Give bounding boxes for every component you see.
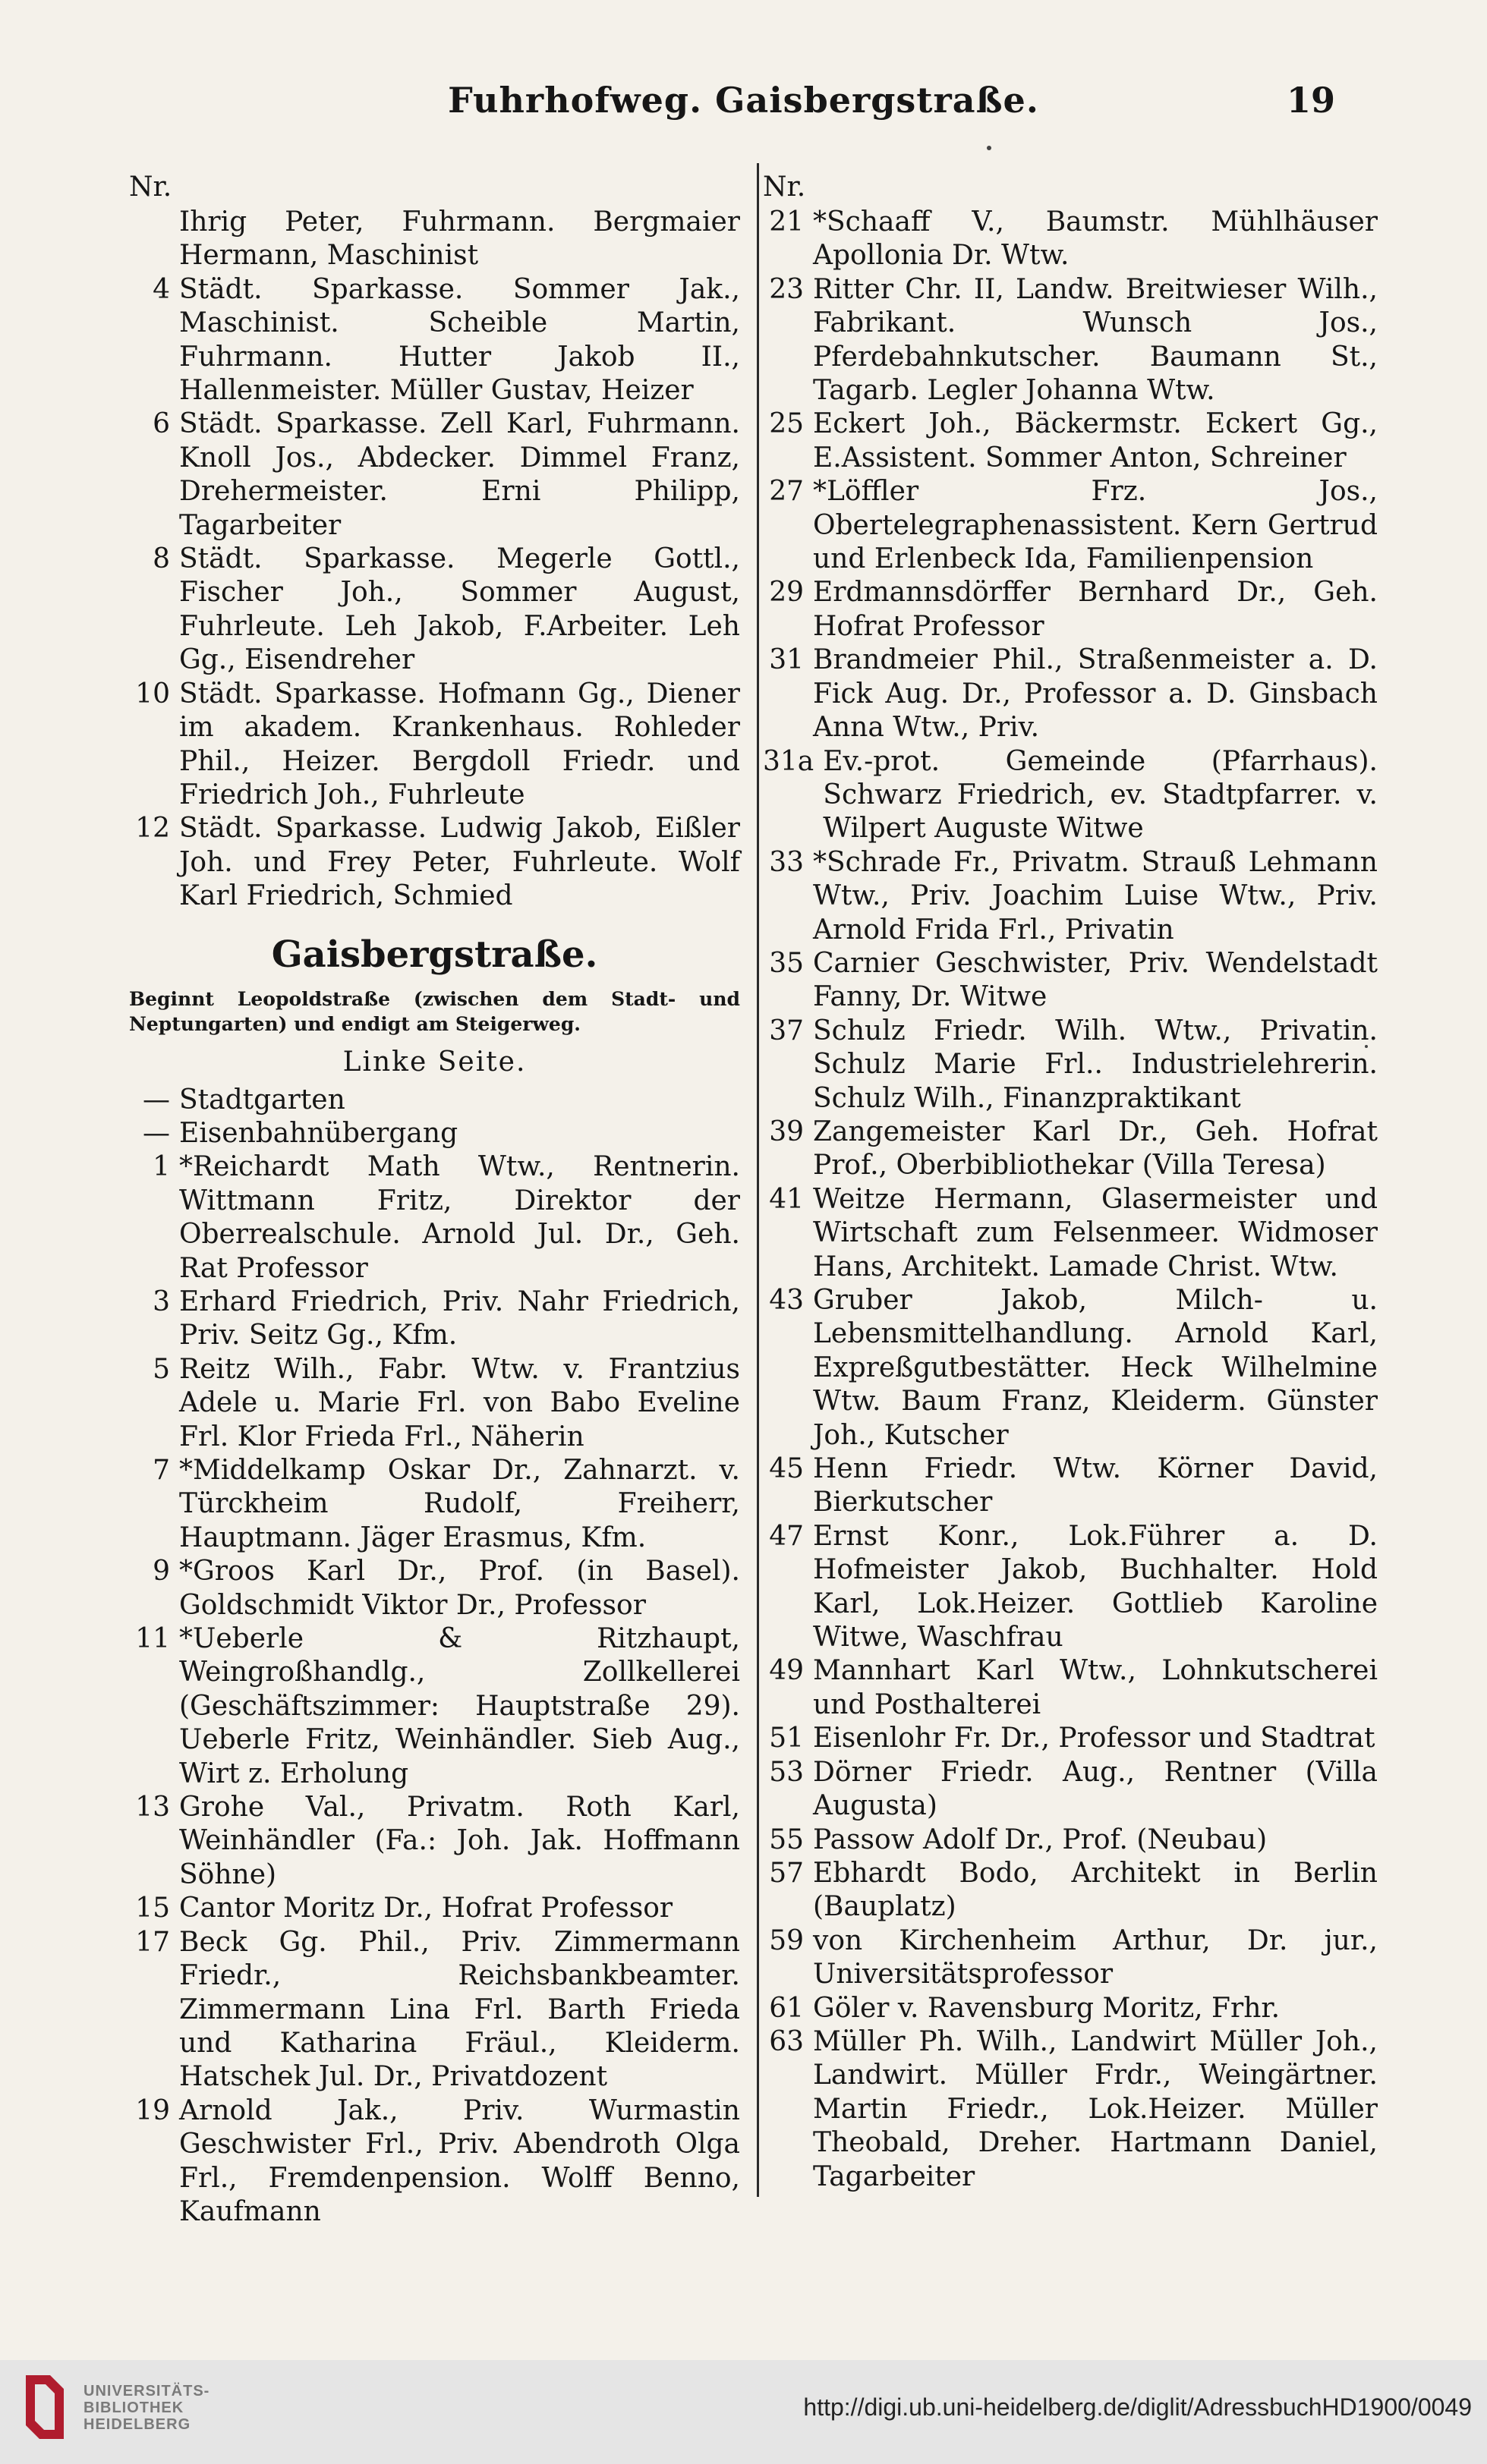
directory-entry [129, 1555, 740, 1622]
nr-label: Nr. [129, 172, 172, 203]
directory-entry [763, 273, 1378, 408]
directory-entry [763, 1824, 1378, 1857]
house-number: 9 [153, 1556, 170, 1588]
residents-text: Mannhart Karl Wtw., Lohnkutscherei und Posthalterei [813, 1655, 1378, 1720]
residents-text: Beck Gg. Phil., Priv. Zimmermann Friedr., Reichsbankbeamter. Zimmermann Lina Frl. Barth Frieda und Katharina Fräul., Kleiderm. Hatschek Jul. Dr., Privatdozent [179, 1926, 740, 2093]
house-number: 19 [135, 2094, 170, 2126]
residents-text: Henn Friedr. Wtw. Körner David, Bierkutscher [813, 1453, 1378, 1518]
house-number: 55 [769, 1824, 804, 1855]
residents-text: *Reichardt Math Wtw., Rentnerin. Wittmann Fritz, Direktor der Oberrealschule. Arnold Jul. Dr., Geh. Rat Professor [179, 1151, 740, 1284]
house-number: 6 [153, 408, 170, 440]
house-number: 29 [769, 577, 804, 609]
residents-text: *Ueberle & Ritzhaupt, Weingroßhandlg., Zollkellerei (Geschäftszimmer: Hauptstraße 29). Ueberle Fritz, Weinhändler. Sieb Aug., Wirt z. Erholung [179, 1623, 740, 1789]
residents-text: Erhard Friedrich, Priv. Nahr Friedrich, Priv. Seitz Gg., Kfm. [179, 1285, 740, 1352]
directory-entry [763, 576, 1378, 644]
directory-entry [763, 1452, 1378, 1520]
residents-text: Brandmeier Phil., Straßenmeister a. D. Fick Aug. Dr., Professor a. D. Ginsbach Anna Wtw., Priv. [813, 644, 1378, 744]
directory-entry [763, 1722, 1378, 1755]
house-number: 45 [769, 1453, 804, 1485]
directory-entry [129, 1791, 740, 1892]
house-number: 8 [153, 543, 170, 575]
residents-text: Carnier Geschwister, Priv. Wendelstadt Fanny, Dr. Witwe [813, 947, 1378, 1013]
house-number: — [143, 1084, 170, 1116]
residents-text: Ernst Konr., Lok.Führer a. D. Hofmeister Jakob, Buchhalter. Hold Karl, Lok.Heizer. Gottlieb Karoline Witwe, Waschfrau [813, 1520, 1378, 1654]
residents-text: Erdmannsdörffer Bernhard Dr., Geh. Hofrat Professor [813, 577, 1378, 642]
house-number: 3 [153, 1285, 170, 1317]
directory-entry [129, 1285, 740, 1353]
directory-entry [763, 846, 1378, 947]
directory-entry [763, 1992, 1378, 2025]
residents-text: Städt. Sparkasse. Sommer Jak., Maschinist. Scheible Martin, Fuhrmann. Hutter Jakob II., Hallenmeister. Müller Gustav, Heizer [179, 273, 740, 407]
house-number: 57 [769, 1857, 804, 1889]
residents-text: Städt. Sparkasse. Zell Karl, Fuhrmann. Knoll Jos., Abdecker. Dimmel Franz, Drehermeister. Erni Philipp, Tagarbeiter [179, 408, 740, 541]
directory-entry [763, 408, 1378, 475]
house-number: 21 [769, 206, 804, 238]
house-number: 10 [135, 678, 170, 710]
directory-entry [763, 947, 1378, 1015]
house-number: 47 [769, 1520, 804, 1552]
house-number: 59 [769, 1924, 804, 1956]
house-number: 39 [769, 1116, 804, 1147]
house-number: 31a [763, 745, 814, 777]
residents-text: Göler v. Ravensburg Moritz, Frhr. [813, 1992, 1281, 2024]
house-number: 23 [769, 273, 804, 305]
residents-text: von Kirchenheim Arthur, Dr. jur., Universitätsprofessor [813, 1924, 1378, 1990]
residents-text: Ritter Chr. II, Landw. Breitwieser Wilh., Fabrikant. Wunsch Jos., Pferdebahnkutscher. Baumann St., Tagarb. Legler Johanna Wtw. [813, 273, 1378, 407]
directory-entry [763, 1924, 1378, 1992]
directory-entry [129, 1084, 740, 1117]
directory-entry [129, 1454, 740, 1555]
house-number: — [143, 1117, 170, 1149]
residents-text: Eisenlohr Fr. Dr., Professor und Stadtrat [813, 1723, 1375, 1754]
residents-text: Gruber Jakob, Milch- u. Lebensmittelhandlung. Arnold Karl, Expreßgutbestätter. Heck Wilhelmine Wtw. Baum Franz, Kleiderm. Günster Joh., Kutscher [813, 1285, 1378, 1451]
directory-entry [129, 543, 740, 678]
residents-text: Passow Adolf Dr., Prof. (Neubau) [813, 1824, 1268, 1855]
residents-text: Zangemeister Karl Dr., Geh. Hofrat Prof., Oberbibliothekar (Villa Teresa) [813, 1116, 1378, 1182]
residents-text: Grohe Val., Privatm. Roth Karl, Weinhändler (Fa.: Joh. Jak. Hoffmann Söhne) [179, 1792, 740, 1890]
house-number: 31 [769, 644, 804, 676]
directory-entry [129, 273, 740, 408]
residents-text: Städt. Sparkasse. Megerle Gottl., Fischer Joh., Sommer August, Fuhrleute. Leh Jakob, F.Arbeiter. Leh Gg., Eisendreher [179, 543, 740, 676]
directory-entry [129, 1150, 740, 1285]
right-column [763, 171, 1378, 2194]
left-entries-top [129, 206, 740, 914]
house-number: 1 [153, 1151, 170, 1183]
house-number: 13 [135, 1792, 170, 1824]
residents-text: *Groos Karl Dr., Prof. (in Basel). Goldschmidt Viktor Dr., Professor [179, 1556, 740, 1621]
directory-entry [763, 1520, 1378, 1655]
directory-entry [129, 1353, 740, 1454]
residents-text: Ebhardt Bodo, Architekt in Berlin (Bauplatz) [813, 1857, 1378, 1923]
residents-text: Cantor Moritz Dr., Hofrat Professor [179, 1893, 673, 1924]
house-number: 12 [135, 813, 170, 845]
residents-text: *Schaaff V., Baumstr. Mühlhäuser Apollonia Dr. Wtw. [813, 206, 1378, 272]
directory-entry [129, 1926, 740, 2094]
residents-text: Stadtgarten [179, 1084, 345, 1116]
page-title: Fuhrhofweg. Gaisbergstraße. [448, 80, 1039, 121]
house-number: 27 [769, 476, 804, 508]
left-entries-bottom [129, 1084, 740, 2230]
house-number: 5 [153, 1353, 170, 1385]
directory-entry [763, 1183, 1378, 1284]
institution-line: BIBLIOTHEK [83, 2399, 184, 2416]
directory-entry [763, 1284, 1378, 1452]
residents-text: Ev.-prot. Gemeinde (Pfarrhaus). Schwarz Friedrich, ev. Stadtpfarrer. v. Wilpert Auguste Witwe [823, 745, 1378, 845]
directory-entry [763, 644, 1378, 744]
directory-entry [129, 678, 740, 813]
directory-entry [763, 1756, 1378, 1824]
directory-entry [763, 1015, 1378, 1116]
house-number: 35 [769, 947, 804, 979]
house-number: 17 [135, 1926, 170, 1958]
directory-entry [129, 1117, 740, 1150]
residents-text: *Schrade Fr., Privatm. Strauß Lehmann Wtw., Priv. Joachim Luise Wtw., Priv. Arnold Frida Frl., Privatin [813, 846, 1378, 946]
residents-text: Weitze Hermann, Glasermeister und Wirtschaft zum Felsenmeer. Widmoser Hans, Architekt. Lamade Christ. Wtw. [813, 1183, 1378, 1282]
house-number: 61 [769, 1992, 804, 2024]
directory-entry [763, 1654, 1378, 1722]
house-number: 37 [769, 1015, 804, 1046]
column-divider [757, 163, 759, 2197]
section-description: Beginnt Leopoldstraße (zwischen dem Stadt- und Neptungarten) und endigt am Steigerweg. [129, 987, 740, 1035]
house-number: 51 [769, 1723, 804, 1754]
house-number: 49 [769, 1655, 804, 1687]
source-url[interactable]: http://digi.ub.uni-heidelberg.de/diglit/AdressbuchHD1900/0049 [803, 2393, 1472, 2421]
residents-text: Schulz Friedr. Wilh. Wtw., Privatin. Schulz Marie Frl.. Industrielehrerin. Schulz Wilh., Finanzpraktikant [813, 1015, 1378, 1114]
residents-text: Eckert Joh., Bäckermstr. Eckert Gg., E.Assistent. Sommer Anton, Schreiner [813, 408, 1378, 474]
directory-entry [763, 1857, 1378, 1924]
residents-text: *Middelkamp Oskar Dr., Zahnarzt. v. Türckheim Rudolf, Freiherr, Hauptmann. Jäger Erasmus, Kfm. [179, 1455, 740, 1553]
directory-entry [129, 408, 740, 543]
residents-text: Eisenbahnübergang [179, 1117, 458, 1149]
directory-entry [763, 1116, 1378, 1183]
section-title: Gaisbergstraße. [271, 933, 598, 976]
directory-entry [129, 1622, 740, 1791]
residents-text: Städt. Sparkasse. Ludwig Jakob, Eißler Joh. und Frey Peter, Fuhrleute. Wolf Karl Friedrich, Schmied [179, 813, 740, 912]
house-number: 7 [153, 1455, 170, 1486]
house-number: 53 [769, 1756, 804, 1788]
directory-entry [763, 745, 1378, 846]
residents-text: Dörner Friedr. Aug., Rentner (Villa Augusta) [813, 1756, 1378, 1822]
nr-label: Nr. [763, 172, 806, 203]
left-column [129, 171, 740, 2229]
right-entries [763, 206, 1378, 2194]
house-number: 4 [153, 273, 170, 305]
residents-text: *Löffler Frz. Jos., Obertelegraphenassistent. Kern Gertrud und Erlenbeck Ida, Familienpension [813, 476, 1378, 575]
residents-text: Städt. Sparkasse. Hofmann Gg., Diener im akadem. Krankenhaus. Rohleder Phil., Heizer. Bergdoll Friedr. und Friedrich Joh., Fuhrleute [179, 678, 740, 810]
directory-entry [763, 2025, 1378, 2194]
house-number [129, 206, 179, 273]
directory-entry [129, 206, 740, 273]
residents-text: Ihrig Peter, Fuhrmann. Bergmaier Hermann, Maschinist [179, 206, 740, 272]
directory-entry [763, 475, 1378, 576]
house-number: 15 [135, 1893, 170, 1924]
house-number: 63 [769, 2025, 804, 2057]
directory-entry [129, 1892, 740, 1925]
residents-text: Müller Ph. Wilh., Landwirt Müller Joh., Landwirt. Müller Frdr., Weingärtner. Martin Friedr., Lok.Heizer. Müller Theobald, Dreher. Hartmann Daniel, Tagarbeiter [813, 2025, 1378, 2192]
directory-entry [129, 2094, 740, 2230]
directory-entry [763, 206, 1378, 273]
institution-line: HEIDELBERG [83, 2416, 191, 2433]
institution-name [83, 2383, 210, 2433]
house-number: 41 [769, 1183, 804, 1215]
print-speck [987, 146, 991, 150]
side-label: Linke Seite. [342, 1046, 527, 1078]
residents-text: Arnold Jak., Priv. Wurmastin Geschwister Frl., Priv. Abendroth Olga Frl., Fremdenpension. Wolff Benno, Kaufmann [179, 2094, 740, 2227]
residents-text: Reitz Wilh., Fabr. Wtw. v. Frantzius Adele u. Marie Frl. von Babo Eveline Frl. Klor Frieda Frl., Näherin [179, 1353, 740, 1452]
page-header [0, 80, 1487, 140]
house-number: 43 [769, 1285, 804, 1316]
house-number: 25 [769, 408, 804, 440]
page-number: 19 [1286, 80, 1335, 121]
house-number: 11 [135, 1623, 170, 1655]
institution-line: UNIVERSITÄTS- [83, 2383, 210, 2399]
footer [0, 2360, 1487, 2464]
directory-entry [129, 812, 740, 913]
university-logo-icon [20, 2372, 68, 2442]
house-number: 33 [769, 846, 804, 878]
